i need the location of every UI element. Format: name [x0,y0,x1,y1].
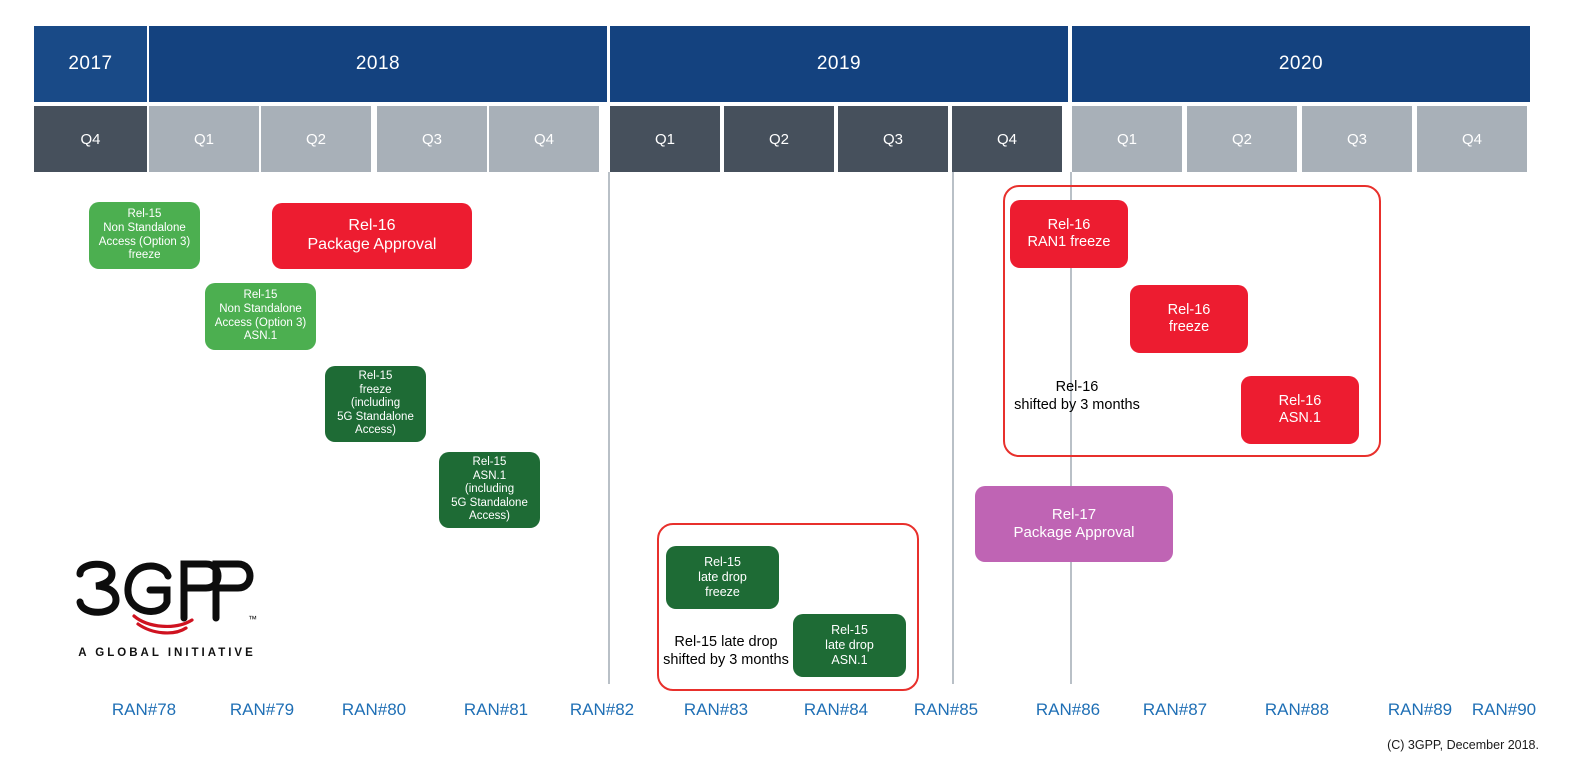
3gpp-logo-icon [72,552,262,652]
ran-meeting-label-RAN85: RAN#85 [913,700,979,719]
milestone-rel17-package-approval: Rel-17 Package Approval [975,486,1173,562]
ran-meeting-label-RAN82: RAN#82 [569,700,635,719]
milestone-rel16-asn1: Rel-16 ASN.1 [1241,376,1359,444]
ran-meeting-label-RAN80: RAN#80 [341,700,407,719]
quarter-cell-8-Q4: Q4 [952,106,1062,172]
ran-meeting-label-RAN83: RAN#83 [683,700,749,719]
milestone-rel16-ran1-freeze: Rel-16 RAN1 freeze [1010,200,1128,268]
milestone-rel15-late-drop-asn1: Rel-15 late drop ASN.1 [793,614,906,677]
divider-line-1 [952,172,954,684]
milestone-rel16-freeze: Rel-16 freeze [1130,285,1248,353]
year-cell-2020: 2020 [1072,26,1530,102]
copyright-notice: (C) 3GPP, December 2018. [1387,738,1539,752]
year-cell-2017: 2017 [34,26,147,102]
year-cell-2019: 2019 [610,26,1068,102]
quarter-cell-11-Q3: Q3 [1302,106,1412,172]
svg-text:™: ™ [248,614,257,624]
ran-meeting-label-RAN79: RAN#79 [229,700,295,719]
milestone-rel15-nsa-opt3-asn1: Rel-15 Non Standalone Access (Option 3) ASN.1 [205,283,316,350]
quarter-cell-12-Q4: Q4 [1417,106,1527,172]
ran-meeting-label-RAN87: RAN#87 [1142,700,1208,719]
3gpp-logo-tagline: A GLOBAL INITIATIVE [78,647,256,659]
milestone-rel15-late-drop-freeze: Rel-15 late drop freeze [666,546,779,609]
milestone-rel15-freeze-sa: Rel-15 freeze (including 5G Standalone Access) [325,366,426,442]
ran-meeting-label-RAN78: RAN#78 [111,700,177,719]
quarter-cell-7-Q3: Q3 [838,106,948,172]
quarter-cell-0-Q4: Q4 [34,106,147,172]
quarter-cell-10-Q2: Q2 [1187,106,1297,172]
ran-meeting-label-RAN81: RAN#81 [463,700,529,719]
milestone-rel16-package-approval: Rel-16 Package Approval [272,203,472,269]
ran-meeting-label-RAN84: RAN#84 [803,700,869,719]
quarter-cell-3-Q3: Q3 [377,106,487,172]
ran-meeting-label-RAN89: RAN#89 [1387,700,1453,719]
ran-meeting-label-RAN90: RAN#90 [1471,700,1537,719]
quarter-cell-9-Q1: Q1 [1072,106,1182,172]
milestone-rel15-asn1-sa: Rel-15 ASN.1 (including 5G Standalone Access) [439,452,540,528]
year-cell-2018: 2018 [149,26,607,102]
ran-meeting-label-RAN88: RAN#88 [1264,700,1330,719]
ran-meeting-label-RAN86: RAN#86 [1035,700,1101,719]
quarter-cell-1-Q1: Q1 [149,106,259,172]
quarter-cell-6-Q2: Q2 [724,106,834,172]
quarter-cell-2-Q2: Q2 [261,106,371,172]
quarter-cell-5-Q1: Q1 [610,106,720,172]
group-note-rel16-shift-group: Rel-16 shifted by 3 months [1014,379,1140,414]
group-note-rel15-late-drop-group: Rel-15 late drop shifted by 3 months [663,634,789,669]
quarter-cell-4-Q4: Q4 [489,106,599,172]
3gpp-logo [72,552,262,667]
divider-line-0 [608,172,610,684]
milestone-rel15-nsa-opt3-freeze: Rel-15 Non Standalone Access (Option 3) freeze [89,202,200,269]
